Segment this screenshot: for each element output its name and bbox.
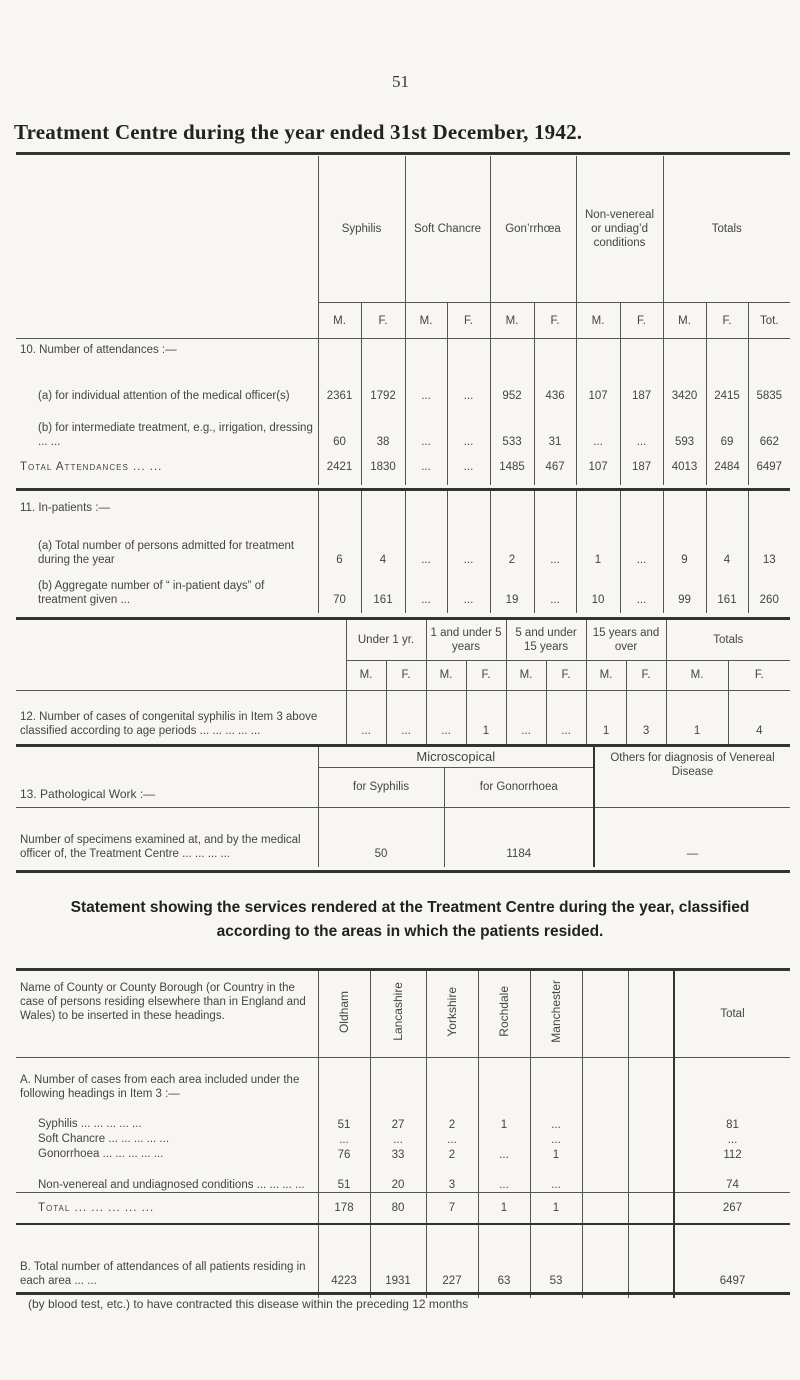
cell: 51 (318, 1117, 370, 1132)
area-header-total: Total (674, 971, 790, 1057)
cell (478, 1132, 530, 1147)
cell: ... (426, 1132, 478, 1147)
cell: 2415 (706, 357, 748, 403)
cell: ... (405, 449, 447, 485)
cell (628, 1147, 674, 1162)
area-header: Oldham (337, 990, 351, 1033)
cell: 6497 (748, 449, 790, 485)
sub-header: F. (546, 660, 586, 690)
sub-header: M. (666, 660, 728, 690)
cell (582, 1132, 628, 1147)
cell: ... (620, 567, 663, 613)
col-totals: Totals (663, 156, 790, 303)
cell (628, 1162, 674, 1192)
areas-head-label: Name of County or County Borough (or Country in the case of persons residing elsewhere than in England and Wales) to be inserted in these headings. (16, 971, 318, 1057)
cell: 81 (674, 1117, 790, 1132)
cell: 161 (706, 567, 748, 613)
cell: ... (426, 690, 466, 746)
cell: 1 (478, 1117, 530, 1132)
cell: 6497 (674, 1224, 790, 1298)
cell: 3420 (663, 357, 706, 403)
section-a-label: A. Number of cases from each area included under the following headings in Item 3 :— (20, 1074, 300, 1101)
sub-header: M. (426, 660, 466, 690)
row-label: Syphilis ... ... ... ... ... (38, 1118, 142, 1130)
cell: 4 (728, 690, 790, 746)
cell: 2 (490, 531, 534, 567)
sub-header: F. (534, 303, 576, 339)
cell: 6 (318, 531, 361, 567)
sub-header: F. (728, 660, 790, 690)
cell (582, 1162, 628, 1192)
cell (582, 1117, 628, 1132)
cell: 50 (318, 807, 444, 867)
cell: 178 (318, 1192, 370, 1224)
sub-header: M. (490, 303, 534, 339)
page-title: Treatment Centre during the year ended 31st December, 1942. (14, 120, 583, 144)
cell: 76 (318, 1147, 370, 1162)
cell: ... (620, 531, 663, 567)
cell: ... (318, 1132, 370, 1147)
cell (628, 1117, 674, 1132)
cell (628, 1224, 674, 1298)
cell: ... (530, 1117, 582, 1132)
cell (628, 1192, 674, 1224)
cell (582, 1147, 628, 1162)
attendance-table (16, 156, 790, 485)
cell: 1792 (361, 357, 405, 403)
cell: ... (405, 567, 447, 613)
cell: 260 (748, 567, 790, 613)
cell: 3 (626, 690, 666, 746)
cell: 107 (576, 449, 620, 485)
cell: ... (447, 567, 490, 613)
sub-header: M. (586, 660, 626, 690)
top-rule (16, 152, 790, 155)
row-label: Non-venereal and undiagnosed conditions ... ... ... ... (38, 1178, 305, 1191)
cell: 1830 (361, 449, 405, 485)
cell: 161 (361, 567, 405, 613)
cell: 69 (706, 403, 748, 449)
row-label: Gonorrhoea ... ... ... ... ... (38, 1148, 164, 1160)
col-gonorrhoea: Gon’rrhœa (490, 156, 576, 303)
in-patients-table (16, 491, 790, 613)
page-number: 51 (392, 72, 409, 91)
cell: 4 (361, 531, 405, 567)
item-13-label: 13. Pathological Work :— (20, 786, 156, 801)
cell: 51 (318, 1162, 370, 1192)
cell: 1931 (370, 1224, 426, 1298)
statement-title: Statement showing the services rendered at the Treatment Centre during the year, classified according to the areas in which the patients resided. (70, 899, 750, 940)
cell: 2421 (318, 449, 361, 485)
row-label: Soft Chancre ... ... ... ... ... (38, 1133, 170, 1145)
cell: ... (386, 690, 426, 746)
cell: 187 (620, 357, 663, 403)
area-header: Rochdale (497, 986, 511, 1038)
sub-header: M. (405, 303, 447, 339)
area-header (628, 971, 674, 1057)
item-12-label: 12. Number of cases of congenital syphilis in Item 3 above classified according to age periods ... ... ... ... ... (20, 711, 318, 737)
cell: 1 (666, 690, 728, 746)
sub-header: M. (576, 303, 620, 339)
cell: ... (405, 403, 447, 449)
cell: 952 (490, 357, 534, 403)
col-non-venereal: Non-venereal or undiag’d conditions (576, 156, 663, 303)
cell: ... (478, 1162, 530, 1192)
total-label: Total ... ... ... ... ... (38, 1201, 155, 1214)
total-attendances-label: Total Attendances ... ... (20, 461, 163, 473)
cell: ... (534, 531, 576, 567)
cell: ... (405, 531, 447, 567)
cell: 20 (370, 1162, 426, 1192)
cell: 2 (426, 1147, 478, 1162)
cell: ... (447, 403, 490, 449)
col-for-syphilis: for Syphilis (318, 767, 444, 807)
sub-header: F. (620, 303, 663, 339)
area-header: Lancashire (391, 982, 405, 1042)
cell: ... (447, 357, 490, 403)
cell: 19 (490, 567, 534, 613)
sub-header: F. (447, 303, 490, 339)
item-11a-label: (a) Total number of persons admitted for treatment during the year (38, 540, 295, 566)
cell: 593 (663, 403, 706, 449)
cell: ... (405, 357, 447, 403)
cell: 187 (620, 449, 663, 485)
item-13-desc: Number of specimens examined at, and by the medical officer of, the Treatment Centre ... ... ... ... (16, 807, 318, 867)
item-10b-label: (b) for intermediate treatment, e.g., irrigation, dressing ... ... (38, 422, 313, 448)
cell: 7 (426, 1192, 478, 1224)
pathological-table (16, 747, 790, 867)
col-1-to-5: 1 and under 5 years (426, 620, 506, 660)
cell: ... (478, 1147, 530, 1162)
cell: — (594, 807, 790, 867)
sub-header: F. (706, 303, 748, 339)
cell: 2 (426, 1117, 478, 1132)
cell (582, 1192, 628, 1224)
cell (628, 1132, 674, 1147)
sub-header: F. (386, 660, 426, 690)
item-11b-label: (b) Aggregate number of “ in-patient days” of treatment given ... (38, 580, 265, 606)
col-soft-chancre: Soft Chancre (405, 156, 490, 303)
cell (582, 1224, 628, 1298)
cell: 1485 (490, 449, 534, 485)
cell: 1 (586, 690, 626, 746)
cell: 2361 (318, 357, 361, 403)
cell: 9 (663, 531, 706, 567)
cell: 33 (370, 1147, 426, 1162)
cell: ... (620, 403, 663, 449)
col-syphilis: Syphilis (318, 156, 405, 303)
cell: ... (674, 1132, 790, 1147)
cell: ... (506, 690, 546, 746)
cell: 10 (576, 567, 620, 613)
cell: 1184 (444, 807, 594, 867)
cell: 53 (530, 1224, 582, 1298)
cell: ... (447, 449, 490, 485)
item-10-label: 10. Number of attendances :— (20, 344, 177, 356)
item-10a-label: (a) for individual attention of the medical officer(s) (38, 390, 290, 402)
cell: 1 (466, 690, 506, 746)
cell: ... (576, 403, 620, 449)
cell: 533 (490, 403, 534, 449)
areas-table (16, 971, 790, 1298)
cell: 467 (534, 449, 576, 485)
cell: 1 (530, 1147, 582, 1162)
cell: ... (534, 567, 576, 613)
cell: 4013 (663, 449, 706, 485)
cell: 70 (318, 567, 361, 613)
sub-header: F. (626, 660, 666, 690)
section-b-label: B. Total number of attendances of all patients residing in each area ... ... (16, 1224, 318, 1298)
sub-header: M. (506, 660, 546, 690)
cell: 1 (478, 1192, 530, 1224)
cell: 227 (426, 1224, 478, 1298)
cell: 107 (576, 357, 620, 403)
cell: 1 (576, 531, 620, 567)
cell: 267 (674, 1192, 790, 1224)
sub-header: M. (318, 303, 361, 339)
item-11-label: 11. In-patients :— (20, 502, 110, 514)
col-totals: Totals (666, 620, 790, 660)
col-for-gonorrhoea: for Gonorrhoea (444, 767, 594, 807)
cell: 27 (370, 1117, 426, 1132)
cell: ... (530, 1162, 582, 1192)
sub-header: F. (361, 303, 405, 339)
cell: 31 (534, 403, 576, 449)
cell: 112 (674, 1147, 790, 1162)
cell: 38 (361, 403, 405, 449)
cell: ... (530, 1132, 582, 1147)
sub-header: M. (346, 660, 386, 690)
sub-header: M. (663, 303, 706, 339)
rule (16, 870, 790, 873)
cell: ... (546, 690, 586, 746)
cell: 662 (748, 403, 790, 449)
area-header: Yorkshire (445, 986, 459, 1037)
cell: 4 (706, 531, 748, 567)
col-others: Others for diagnosis of Venereal Disease (594, 747, 790, 807)
cell: 80 (370, 1192, 426, 1224)
cell: 99 (663, 567, 706, 613)
cell: 3 (426, 1162, 478, 1192)
col-15-over: 15 years and over (586, 620, 666, 660)
col-5-to-15: 5 and under 15 years (506, 620, 586, 660)
cell: 63 (478, 1224, 530, 1298)
sub-header: Tot. (748, 303, 790, 339)
cell: 1 (530, 1192, 582, 1224)
cell: ... (370, 1132, 426, 1147)
cell: 436 (534, 357, 576, 403)
cell: 60 (318, 403, 361, 449)
cell: ... (346, 690, 386, 746)
cell: ... (447, 531, 490, 567)
cell: 5835 (748, 357, 790, 403)
cell: 13 (748, 531, 790, 567)
sub-header: F. (466, 660, 506, 690)
col-microscopical: Microscopical (318, 747, 594, 767)
rule (16, 1292, 790, 1295)
col-under-1: Under 1 yr. (346, 620, 426, 660)
area-header: Manchester (549, 980, 563, 1044)
cell: 74 (674, 1162, 790, 1192)
footnote: (by blood test, etc.) to have contracted this disease within the preceding 12 months (28, 1297, 469, 1311)
area-header (582, 971, 628, 1057)
cell: 2484 (706, 449, 748, 485)
congenital-syphilis-table (16, 620, 790, 746)
cell: 4223 (318, 1224, 370, 1298)
